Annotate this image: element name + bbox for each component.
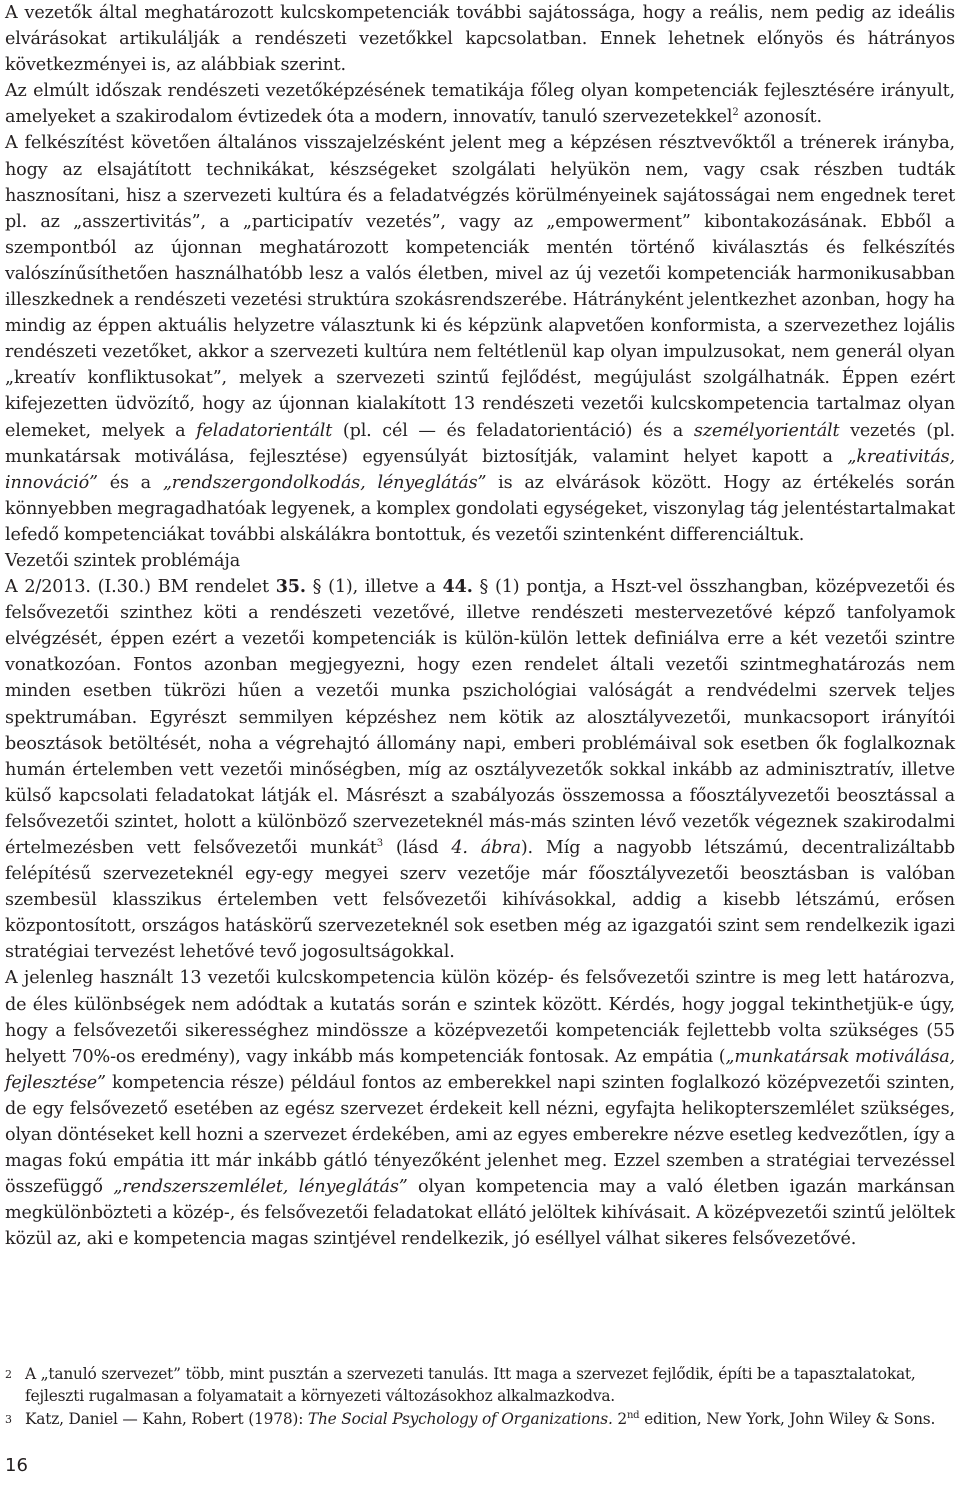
text-run: A jelenleg használt 13 vezetői kulcskompetencia külön közép- és felsővezetői szintre is meg lett határozva, de éles különbségek nem adódtak a kutatás során e szintek között. Kérdés, hogy joggal tekinthetjük-e úgy, hogy a felsővezetői sikerességhez mindössze a középvezetői kompetenciák fejlettebb volta szükséges (55 helyett 70%-os eredmény), vagy inkább más kompetenciák fontosak. Az empátia ( [5, 968, 955, 1067]
paragraph-training-theme [5, 78, 955, 130]
text-run: § (1), illetve a [305, 577, 443, 598]
text-run: ). Míg a nagyobb létszámú, decentralizáltabb felépítésű szervezeteknél egy-egy megyei szerv vezetője már főosztályvezetői beosztásban is valóban szembesül klasszikus értelemben vett felsővezetői kihívásokkal, addig a kisebb létszámú, erősen központosított, országos hatáskörű szervezeteknél sok esetben még az igazgatói szint sem rendelkezik igazi stratégiai tervezést lehetővé tevő jogosultságokkal. [5, 838, 956, 963]
footnote-3 [5, 1409, 955, 1431]
page-number: 16 [5, 1455, 28, 1476]
footnote-ref-2[interactable]: 2 [732, 107, 739, 119]
paragraph-competencies [5, 965, 955, 1252]
text-run: § (1) pontja, a Hszt-vel összhangban, középvezetői és felsővezetői szinthez köti a rendészeti vezetővé, illetve rendészeti mestervezetővé képző tanfolyamok elvégzését, éppen ezért a vezetői kompetenciák is külön-külön lettek definiálva erre a két vezetői szintre vonatkozóan. Fontos azonban megjegyezni, hogy ezen rendelet általi vezetői szintmeghatározás nem minden esetben tükrözi hűen a vezetői munka pszichológiai valóságát a rendvédelmi szervek teljes spektrumában. Egyrészt semmilyen képzéshez nem kötik az alosztályvezetői, munkacsoport irányítói beosztások betöltését, noha a végrehajtó állomány napi, emberi problémáival sok esetben ők foglalkoznak humán értelemben vett vezetői minőségben, míg az osztályvezetők sokkal inkább az adminisztratív, illetve külső kapcsolati feladatokat látják el. Másrészt a szabályozás összemossa a főosztályvezetői beosztással a felsővezetői szintet, holott a különböző szervezeteknél más-más szinten lévő vezetők végeznek szakirodalmi értelmezésben vett felsővezetői munkát [5, 577, 955, 858]
text-run: A felkészítést követően általános visszajelzésként jelent meg a képzésen résztvevőktől a trénerek irányba, hogy az elsajátított technikákat, készségeket szolgálati helyükön nem, vagy csak részben tudták hasznosítani, hisz a szervezeti kultúra és a feladatvégzés körülményeinek sajátosságai nem engednek teret pl. az „asszertivitás”, a „participatív vezetés”, vagy az „empowerment” kibontakozásának. Ebből a szempontból az újonnan meghatározott kompetenciák mentén történő kiválasztás és felkészítés valószínűsíthetően használhatóbb lesz a valós életben, mivel az új vezetői kompetenciák harmonikusabban illeszkednek a rendészeti vezetési struktúra szokásrendszerébe. Hátrányként jelentkezhet azonban, hogy ha mindig az éppen aktuális helyzetre választunk ki és képzünk alapvetően konformista, a szervezethez lojális rendészeti vezetőket, akkor a szervezeti kultúra nem feltétlenül kap olyan impulzusokat, nem generál olyan „kreatív konfliktusokat”, melyek a szervezeti szintű fejlődést, megújulást szolgálhatnák. Éppen ezért kifejezetten üdvözítő, hogy az újonnan kialakított 13 rendészeti vezetői kulcskompetencia tartalmaz olyan elemeket, melyek a [5, 133, 955, 441]
text-run: edition, New York, John Wiley & Sons. [639, 1410, 936, 1429]
text-run: (pl. cél — és feladatorientáció) és a [332, 420, 694, 441]
paragraph-regulation [5, 574, 955, 965]
ordinal-suffix: nd [626, 1410, 640, 1422]
italic-term: „rendszergondolkodás, lényeglátás” [162, 472, 487, 493]
text-run: olyan kompetencia may a való életben igazán markánsan megkülönbözteti a közép-, és felsővezetői feladatokat ellátó jelöltek kihívásait. A középvezetői szintű jelöltek közül az, aki e kompetencia magas szintjével rendelkezik, jó eséllyel válhat sikeres felsővezetővé. [5, 1177, 955, 1250]
text-run: (lásd [383, 838, 452, 858]
footnotes-section [5, 1364, 955, 1433]
italic-term: személyorientált [693, 420, 840, 441]
text-run: vezetés (pl. munkatársak motiválása, fejlesztése) egyensúlyát biztosítják, valamint helyet kapott a [5, 420, 956, 467]
italic-term: „kreativitás, innováció” [5, 446, 955, 493]
bold-section-number: 35. [275, 576, 306, 598]
text-run: Katz, Daniel — Kahn, Robert (1978): [25, 1410, 308, 1429]
footnote-number: 3 [5, 1413, 12, 1427]
text-run: kompetencia része) például fontos az emberekkel napi szinten foglalkozó középvezetői szinten, de egy felsővezető esetében az egész szervezet érdekeit kell nézni, egyfajta helikopterszemlélet szükséges, olyan döntéseket kell hozni a szervezet érdekében, ami az egyes emberekre nézve esetleg kedvezőtlen, így a magas fokú empátia itt már inkább gátló tényezőként jelenhet meg. Ezzel szemben a stratégiai tervezéssel összefüggő [5, 1072, 955, 1198]
text-run: is az elvárások között. Hogy az értékelés során könnyebben megragadhatóak legyenek, a komplex gondolati egységeket, viszonylag tág jelentéstartalmakat lefedő kompetenciákat további alskálákra bontottuk, és vezetői szintenként differenciáltuk. [5, 472, 955, 545]
document-page [5, 0, 955, 1253]
paragraph-feedback [5, 130, 955, 548]
paragraph-intro: A vezetők által meghatározott kulcskompetenciák további sajátossága, hogy a reális, nem pedig az ideális elvárásokat artikulálják a rendészeti vezetőkkel kapcsolatban. Ennek lehetnek előnyös és hátrányos következményei is, az alábbiak szerint. [5, 3, 955, 76]
footnote-ref-3[interactable]: 3 [376, 838, 384, 850]
footnote-text [25, 1410, 935, 1428]
italic-term: feladatorientált [196, 420, 333, 441]
text-run: azonosít. [738, 107, 822, 128]
text-run: 2 [612, 1410, 627, 1429]
italic-term: „rendszerszemlélet, lényeglátás” [113, 1177, 408, 1198]
footnote-2 [5, 1364, 955, 1407]
figure-reference[interactable]: 4. ábra [451, 838, 521, 858]
italic-term: „munkatársak motiválása, fejlesztése” [5, 1046, 955, 1093]
text-run: A 2/2013. (I.30.) BM rendelet [5, 577, 276, 598]
bold-section-number: 44. [442, 576, 473, 598]
footnote-text: A „tanuló szervezet” több, mint pusztán a szervezeti tanulás. Itt maga a szervezet fejlődik, építi be a tapasztalatokat, fejleszti rugalmasan a folyamatait a környezeti változásokhoz alkalmazkodva. [25, 1365, 916, 1405]
text-run: és a [97, 472, 163, 493]
book-title: The Social Psychology of Organizations. [307, 1410, 613, 1429]
text-run: Az elmúlt időszak rendészeti vezetőképzésének tematikája főleg olyan kompetenciák fejlesztésére irányult, amelyeket a szakirodalom évtizedek óta a modern, innovatív, tanuló szervezetekkel [5, 81, 955, 128]
section-heading: Vezetői szintek problémája [5, 550, 241, 571]
footnote-number: 2 [5, 1368, 12, 1381]
